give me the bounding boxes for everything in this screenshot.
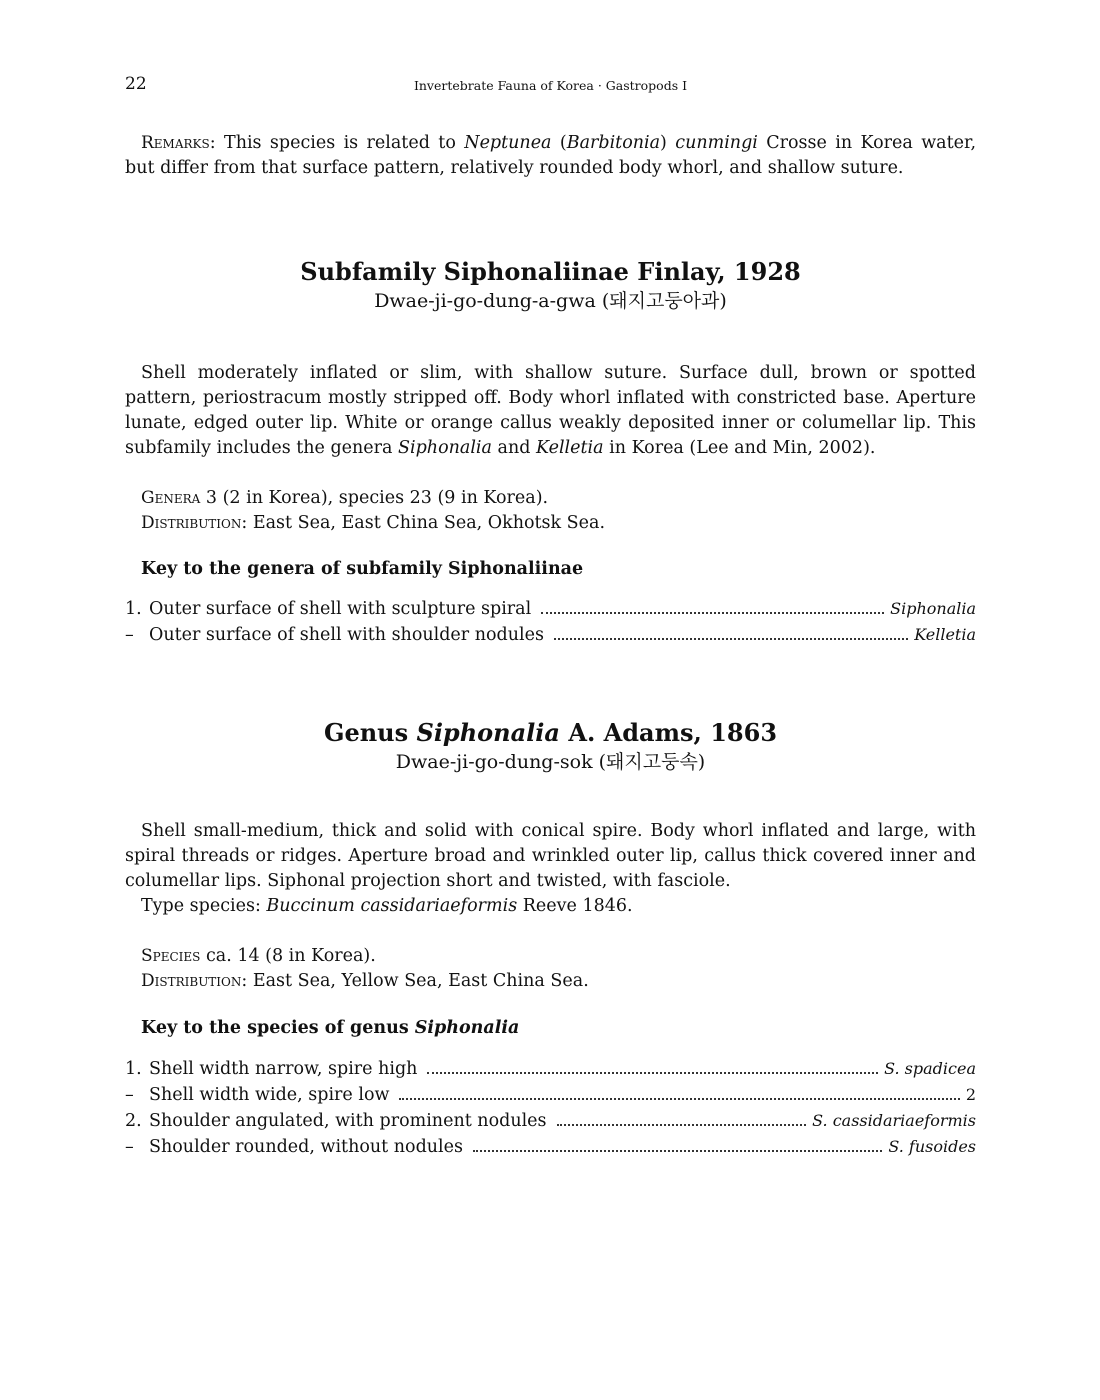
genus-key-title: Key to the species of genus Siphonalia <box>141 1018 520 1038</box>
running-title: Invertebrate Fauna of Korea · Gastropods I <box>413 78 688 93</box>
subfamily-heading-block <box>125 256 976 314</box>
subfamily-description: Shell moderately inflated or slim, with shallow suture. Surface dull, brown or spotted pattern, periostracum mostly stripped off. Body whorl inflated with constricted base. Aperture lunate, edged outer lip. White or orange callus weakly deposited inner or columellar lip. This subfamily includes the genera Siphonalia and Kelletia in Korea (Lee and Min, 2002). <box>125 363 976 458</box>
remarks-paragraph: Remarks: This species is related to Neptunea (Barbitonia) cunmingi Crosse in Korea water, but differ from that surface pattern, relatively rounded body whorl, and shallow suture. <box>125 133 977 178</box>
genera-count: Genera 3 (2 in Korea), species 23 (9 in Korea). <box>141 488 549 508</box>
subfamily-description-block <box>125 361 976 461</box>
genus-key <box>125 1056 976 1160</box>
genus-distribution: Distribution: East Sea, Yellow Sea, East China Sea. <box>141 971 589 991</box>
running-head <box>125 74 976 98</box>
subfamily-meta-block <box>125 486 976 536</box>
dot-leader <box>427 1071 878 1074</box>
key-row: – Shoulder rounded, without nodules S. fusoides <box>125 1137 976 1157</box>
dot-leader <box>541 611 884 614</box>
dot-leader <box>399 1097 959 1100</box>
remarks-label: Remarks <box>141 133 210 153</box>
subfamily-key-title-block <box>125 557 976 582</box>
genus-meta-block <box>125 944 976 994</box>
key-row: – Outer surface of shell with shoulder nodules Kelletia <box>125 625 976 645</box>
dot-leader <box>473 1149 882 1152</box>
key-row: 2. Shoulder angulated, with prominent nodules S. cassidariaeformis <box>125 1111 976 1131</box>
subfamily-distribution: Distribution: East Sea, East China Sea, Okhotsk Sea. <box>141 513 606 533</box>
key-row: 1. Outer surface of shell with sculpture spiral Siphonalia <box>125 599 976 619</box>
subfamily-heading: Subfamily Siphonaliinae Finlay, 1928 <box>300 257 801 286</box>
key-row: 1. Shell width narrow, spire high S. spadicea <box>125 1059 976 1079</box>
subfamily-key-title: Key to the genera of subfamily Siphonaliinae <box>141 559 584 579</box>
species-count: Species ca. 14 (8 in Korea). <box>141 946 376 966</box>
page-number: 22 <box>125 74 147 94</box>
type-species: Type species: Buccinum cassidariaeformis Reeve 1846. <box>141 896 633 916</box>
dot-leader <box>554 637 908 640</box>
subfamily-korean-name: Dwae-ji-go-dung-a-gwa (돼지고둥아과) <box>374 290 727 312</box>
genus-key-title-block <box>125 1016 976 1041</box>
genus-korean-name: Dwae-ji-go-dung-sok (돼지고둥속) <box>395 751 706 773</box>
genus-description: Shell small-medium, thick and solid with conical spire. Body whorl inflated and large, with spiral threads or ridges. Aperture broad and wrinkled outer lip, callus thick covered inner and columellar lips. Siphonal projection short and twisted, with fasciole. <box>125 821 976 891</box>
key-row: – Shell width wide, spire low 2 <box>125 1085 976 1105</box>
subfamily-key <box>125 596 976 648</box>
dot-leader <box>557 1123 807 1126</box>
remarks-section <box>125 131 976 181</box>
genus-description-block <box>125 819 976 919</box>
genus-heading-block <box>125 717 976 775</box>
genus-heading: Genus Siphonalia A. Adams, 1863 <box>323 718 778 747</box>
